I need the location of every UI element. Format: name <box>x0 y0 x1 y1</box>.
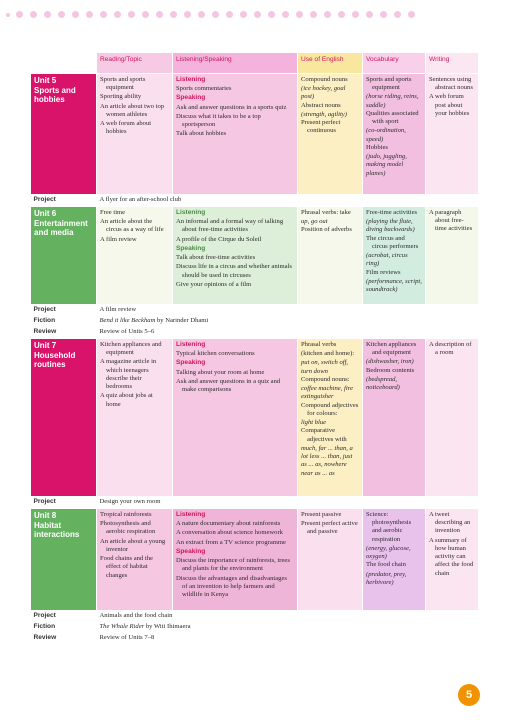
unit-8-title: Unit 8 Habitat interactions <box>31 509 97 611</box>
unit-6-listening-speaking: Listening An informal and a formal way of talking about free-time activities A profile of the Cirque du Soleil Speaking Talk about free-time activities Discuss life in a circus and whether animals should be used in circuses Give your opinions of a film <box>173 207 298 305</box>
unit-5-title: Unit 5 Sports and hobbies <box>31 74 97 195</box>
unit-6-reading: Free time An article about the circus as a way of life A film review <box>97 207 173 305</box>
unit-7-use-of-english: Phrasal verbs (kitchen and home): put on, switch off, turn down Compound nouns: coffee machine, fire extinguisher Compound adjectives for colours: light blue Comparative adjectives with much, far ... than, a lot less ... than, just as ... as, nowhere near as ... as <box>298 339 363 497</box>
header-row <box>31 53 479 74</box>
unit-7-project: Design your own room <box>97 497 479 509</box>
unit-7-project-row: Project Design your own room <box>31 497 479 509</box>
contents-table <box>30 52 479 644</box>
unit-8-reading: Tropical rainforests Photosynthesis and aerobic respiration An article about a young inventor Food chains and the effect of habitat changes <box>97 509 173 611</box>
unit-8-vocabulary: Science: photosynthesis and aerobic respiration (energy, glucose, oxygen) The food chain (predator, prey, herbivore) <box>363 509 426 611</box>
unit-6-vocabulary: Free-time activities (playing the flute, diving backwards) The circus and circus performers (acrobat, circus ring) Film reviews (performance, script, soundtrack) <box>363 207 426 305</box>
unit-7-reading: Kitchen appliances and equipment A magazine article in which teenagers describe their bedrooms A quiz about jobs at home <box>97 339 173 497</box>
unit-6-fiction: Bend it like Beckham by Narinder Dhami <box>97 316 479 327</box>
unit-6-fiction-row: Fiction Bend it like Beckham by Narinder Dhami <box>31 316 479 327</box>
unit-8-review-row: Review Review of Units 7–8 <box>31 633 479 644</box>
unit-6-review-row: Review Review of Units 5–6 <box>31 327 479 339</box>
header-listening: Listening/Speaking <box>173 53 298 74</box>
unit-8-fiction-row: Fiction The Whale Rider by Witi Ihimaera <box>31 622 479 633</box>
unit-8-project: Animals and the food chain <box>97 611 479 623</box>
unit-7-listening-speaking: Listening Typical kitchen conversations Speaking Talking about your room at home Ask and answer questions in a quiz and make comparisons <box>173 339 298 497</box>
unit-5-vocabulary: Sports and sports equipment (horse riding, reins, saddle) Qualities associated with sport (co-ordination, speed) Hobbies (judo, juggling, making model planes) <box>363 74 426 195</box>
unit-6-row <box>31 207 479 305</box>
unit-6-project: A film review <box>97 305 479 317</box>
decorative-dot-row <box>6 11 426 19</box>
unit-8-review: Review of Units 7–8 <box>97 633 479 644</box>
unit-5-project-row: Project A flyer for an after-school club <box>31 195 479 207</box>
unit-6-title: Unit 6 Entertainment and media <box>31 207 97 305</box>
unit-7-writing: A description of a room <box>426 339 479 497</box>
unit-8-row <box>31 509 479 611</box>
unit-6-review: Review of Units 5–6 <box>97 327 479 339</box>
page-number: 5 <box>458 684 480 706</box>
unit-8-writing: A tweet describing an invention A summary of how human activity can affect the food chain <box>426 509 479 611</box>
unit-5-listening-speaking: Listening Sports commentaries Speaking Ask and answer questions in a sports quiz Discuss what it takes to be a top sportsperson Talk about hobbies <box>173 74 298 195</box>
unit-6-use-of-english: Phrasal verbs: take up, go out Position of adverbs <box>298 207 363 305</box>
unit-8-fiction: The Whale Rider by Witi Ihimaera <box>97 622 479 633</box>
unit-7-title: Unit 7 Household routines <box>31 339 97 497</box>
header-vocabulary: Vocabulary <box>363 53 426 74</box>
unit-7-vocabulary: Kitchen appliances and equipment (dishwasher, iron) Bedroom contents (bedspread, noticeboard) <box>363 339 426 497</box>
unit-5-writing: Sentences using abstract nouns A web forum post about your hobbies <box>426 74 479 195</box>
unit-5-use-of-english: Compound nouns (ice hockey, goal post) Abstract nouns (strength, agility) Present perfect continuous <box>298 74 363 195</box>
unit-8-use-of-english: Present passive Present perfect active and passive <box>298 509 363 611</box>
header-writing: Writing <box>426 53 479 74</box>
unit-8-project-row: Project Animals and the food chain <box>31 611 479 623</box>
unit-5-row <box>31 74 479 195</box>
unit-5-project: A flyer for an after-school club <box>97 195 479 207</box>
header-use-of-english: Use of English <box>298 53 363 74</box>
unit-6-writing: A paragraph about free-time activities <box>426 207 479 305</box>
unit-7-row <box>31 339 479 497</box>
unit-6-project-row: Project A film review <box>31 305 479 317</box>
unit-5-reading: Sports and sports equipment Sporting ability An article about two top women athletes A web forum about hobbies <box>97 74 173 195</box>
header-reading: Reading/Topic <box>97 53 173 74</box>
unit-8-listening-speaking: Listening A nature documentary about rainforests A conversation about science homework An extract from a TV science programme Speaking Discuss the importance of rainforests, trees and plants for the environment Discuss the advantages and disadvantages of an invention to help farmers and wildlife in Kenya <box>173 509 298 611</box>
